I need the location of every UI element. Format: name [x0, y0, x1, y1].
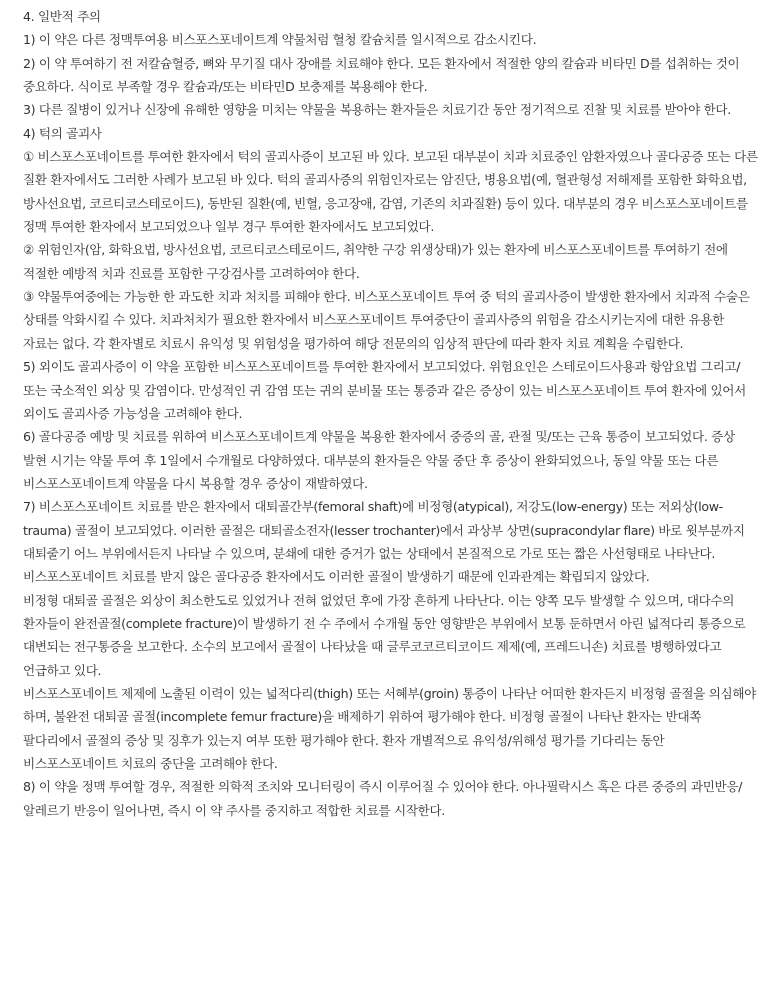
paragraph-7: 7) 비스포스포네이트 치료를 받은 환자에서 대퇴골간부(femoral shaft)에 비정형(atypical), 저강도(low-energy) 또는 저외상(low-trauma) 골절이 보고되었다. 이러한 골절은 대퇴골소전자(lesser trochanter)에서 과상부 상면(supracondylar flare) 바로 윗부분까지 대퇴줄기 어느 부위에서든지 나타날 수 있으며, 분쇄에 대한 증거가 없는 상태에서 본질적으로 가로 또는 짧은 사선형태로 나타난다. 비스포스포네이트 치료를 받지 않은 골다공증 환자에서도 이러한 골절이 발생하기 때문에 인과관계는 확립되지 않았다.: [23, 499, 745, 585]
subsection-heading-osteonecrosis: 4) 턱의 골괴사: [23, 125, 102, 141]
paragraph-4-1: ① 비스포스포네이트를 투여한 환자에서 턱의 골괴사증이 보고된 바 있다. 보고된 대부분이 치과 치료중인 암환자였으나 골다공증 또는 다른 질환 환자에서도 그러한 사례가 보고된 바 있다. 턱의 골괴사증의 위험인자로는 암진단, 병용요법(예, 혈관형성 저해제를 포함한 화학요법, 방사선요법, 코르티코스테로이드), 동반된 질환(예, 빈혈, 응고장애, 감염, 기존의 치과질환) 등이 있다. 대부분의 경우 비스포스포네이트를 정맥 투여한 환자에서 보고되었으나 일부 경구 투여한 환자에서도 보고되었다.: [23, 149, 758, 235]
paragraph-1: 1) 이 약은 다른 정맥투여용 비스포스포네이트계 약물처럼 혈청 칼슘치를 일시적으로 감소시킨다.: [23, 32, 537, 48]
paragraph-7-evaluation: 비스포스포네이트 제제에 노출된 이력이 있는 넓적다리(thigh) 또는 서혜부(groin) 통증이 나타난 어떠한 환자든지 비정형 골절을 의심해야 하며, 불완전 대퇴골 골절(incomplete femur fracture)을 배제하기 위하여 평가해야 한다. 비정형 골절이 나타난 환자는 반대쪽 팔다리에서 골절의 증상 및 징후가 있는지 여부 또한 평가해야 한다. 환자 개별적으로 유익성/위해성 평가를 기다리는 동안 비스포스포네이트 치료의 중단을 고려해야 한다.: [23, 685, 756, 771]
paragraph-4-3: ③ 약물투여중에는 가능한 한 과도한 치과 처치를 피해야 한다. 비스포스포네이트 투여 중 턱의 골괴사증이 발생한 환자에서 치과적 수술은 상태를 악화시킬 수 있다. 치과처치가 필요한 환자에서 비스포스포네이트 투여중단이 골괴사증의 위험을 감소시키는지에 대한 유용한 자료는 없다. 각 환자별로 치료시 유익성 및 위험성을 평가하여 해당 전문의의 임상적 판단에 따라 환자 치료 계획을 수립한다.: [23, 289, 750, 351]
section-heading: 4. 일반적 주의: [23, 9, 101, 24]
paragraph-5: 5) 외이도 골괴사증이 이 약을 포함한 비스포스포네이트를 투여한 환자에서 보고되었다. 위험요인은 스테로이드사용과 항암요법 그리고/또는 국소적인 외상 및 감염이다. 만성적인 귀 감염 또는 귀의 분비물 또는 통증과 같은 증상이 있는 비스포스포네이트 투여 환자에 있어서 외이도 골괴사증 가능성을 고려해야 한다.: [23, 359, 746, 421]
paragraph-7-atypical-fracture: 비정형 대퇴골 골절은 외상이 최소한도로 있었거나 전혀 없었던 후에 가장 흔하게 나타난다. 이는 양쪽 모두 발생할 수 있으며, 대다수의 환자들이 완전골절(complete fracture)이 발생하기 전 수 주에서 수개월 동안 영향받은 부위에서 보통 둔하면서 아린 넓적다리 통증으로 대변되는 전구통증을 보고한다. 소수의 보고에서 골절이 나타났을 때 글루코코르티코이드 제제(예, 프레드니손) 치료를 병행하였다고 언급하고 있다.: [23, 592, 746, 678]
paragraph-8: 8) 이 약을 정맥 투여할 경우, 적절한 의학적 조치와 모니터링이 즉시 이루어질 수 있어야 한다. 아나필락시스 혹은 다른 중증의 과민반응/알레르기 반응이 일어나면, 즉시 이 약 주사를 중지하고 적합한 치료를 시작한다.: [23, 779, 743, 818]
paragraph-4-2: ② 위험인자(암, 화학요법, 방사선요법, 코르티코스테로이드, 취약한 구강 위생상태)가 있는 환자에 비스포스포네이트를 투여하기 전에 적절한 예방적 치과 진료를 포함한 구강검사를 고려하여야 한다.: [23, 242, 728, 281]
paragraph-3: 3) 다른 질병이 있거나 신장에 유해한 영향을 미치는 약물을 복용하는 환자들은 치료기간 동안 정기적으로 진찰 및 치료를 받아야 한다.: [23, 102, 731, 118]
paragraph-6: 6) 골다공증 예방 및 치료를 위하여 비스포스포네이트계 약물을 복용한 환자에서 중증의 골, 관절 및/또는 근육 통증이 보고되었다. 증상 발현 시기는 약물 투여 후 1일에서 수개월로 다양하였다. 대부분의 환자들은 약물 중단 후 증상이 완화되었으나, 동일 약물 또는 다른 비스포스포네이트계 약물을 다시 복용할 경우 증상이 재발하였다.: [23, 429, 735, 491]
paragraph-2: 2) 이 약 투여하기 전 저칼슘혈증, 뼈와 무기질 대사 장애를 치료해야 한다. 모든 환자에서 적절한 양의 칼슘과 비타민 D를 섭취하는 것이 중요하다. 식이로 부족할 경우 칼슘과/또는 비타민D 보충제를 복용해야 한다.: [23, 55, 740, 95]
